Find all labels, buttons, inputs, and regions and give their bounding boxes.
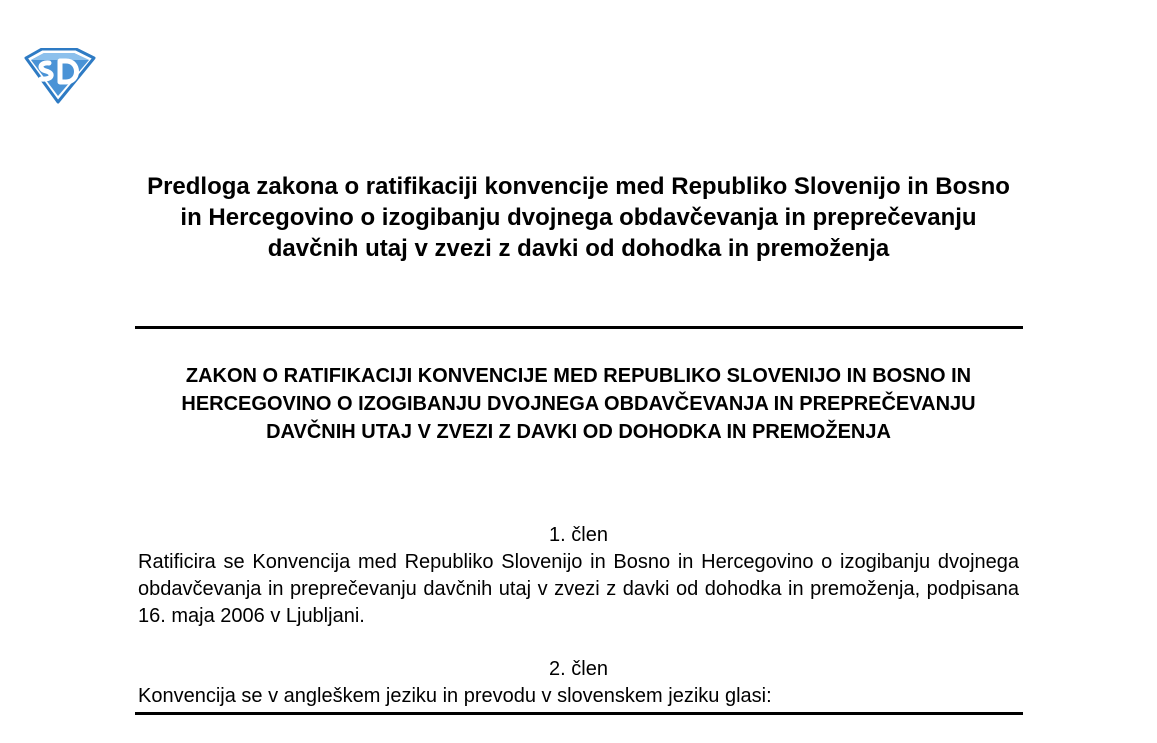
article-2-heading: 2. člen [549, 658, 608, 680]
article-1-heading: 1. člen [549, 524, 608, 546]
document-title: Predloga zakona o ratifikaciji konvencije med Republiko Slovenijo in Bosno in Hercegovino o izogibanju dvojnega obdavčevanja in preprečevanju davčnih utaj v zvezi z davki od dohodka in premoženja [147, 173, 1010, 262]
article-1-text: Ratificira se Konvencija med Republiko Slovenijo in Bosno in Hercegovino o izogibanju dvojnega obdavčevanja in preprečevanju davčnih utaj v zvezi z davki od dohodka in premoženja, podpisana 16. maja 2006 v Ljubljani. [138, 551, 1019, 627]
top-divider [135, 326, 1023, 329]
article-2-text: Konvencija se v angleškem jeziku in prevodu v slovenskem jeziku glasi: [138, 685, 772, 707]
law-title: ZAKON O RATIFIKACIJI KONVENCIJE MED REPUBLIKO SLOVENIJO IN BOSNO IN HERCEGOVINO O IZOGIBANJU DVOJNEGA OBDAVČEVANJA IN PREPREČEVANJU DAVČNIH UTAJ V ZVEZI Z DAVKI OD DOHODKA IN PREMOŽENJA [181, 365, 976, 443]
bottom-divider [135, 712, 1023, 715]
diamond-logo-icon [22, 48, 96, 104]
